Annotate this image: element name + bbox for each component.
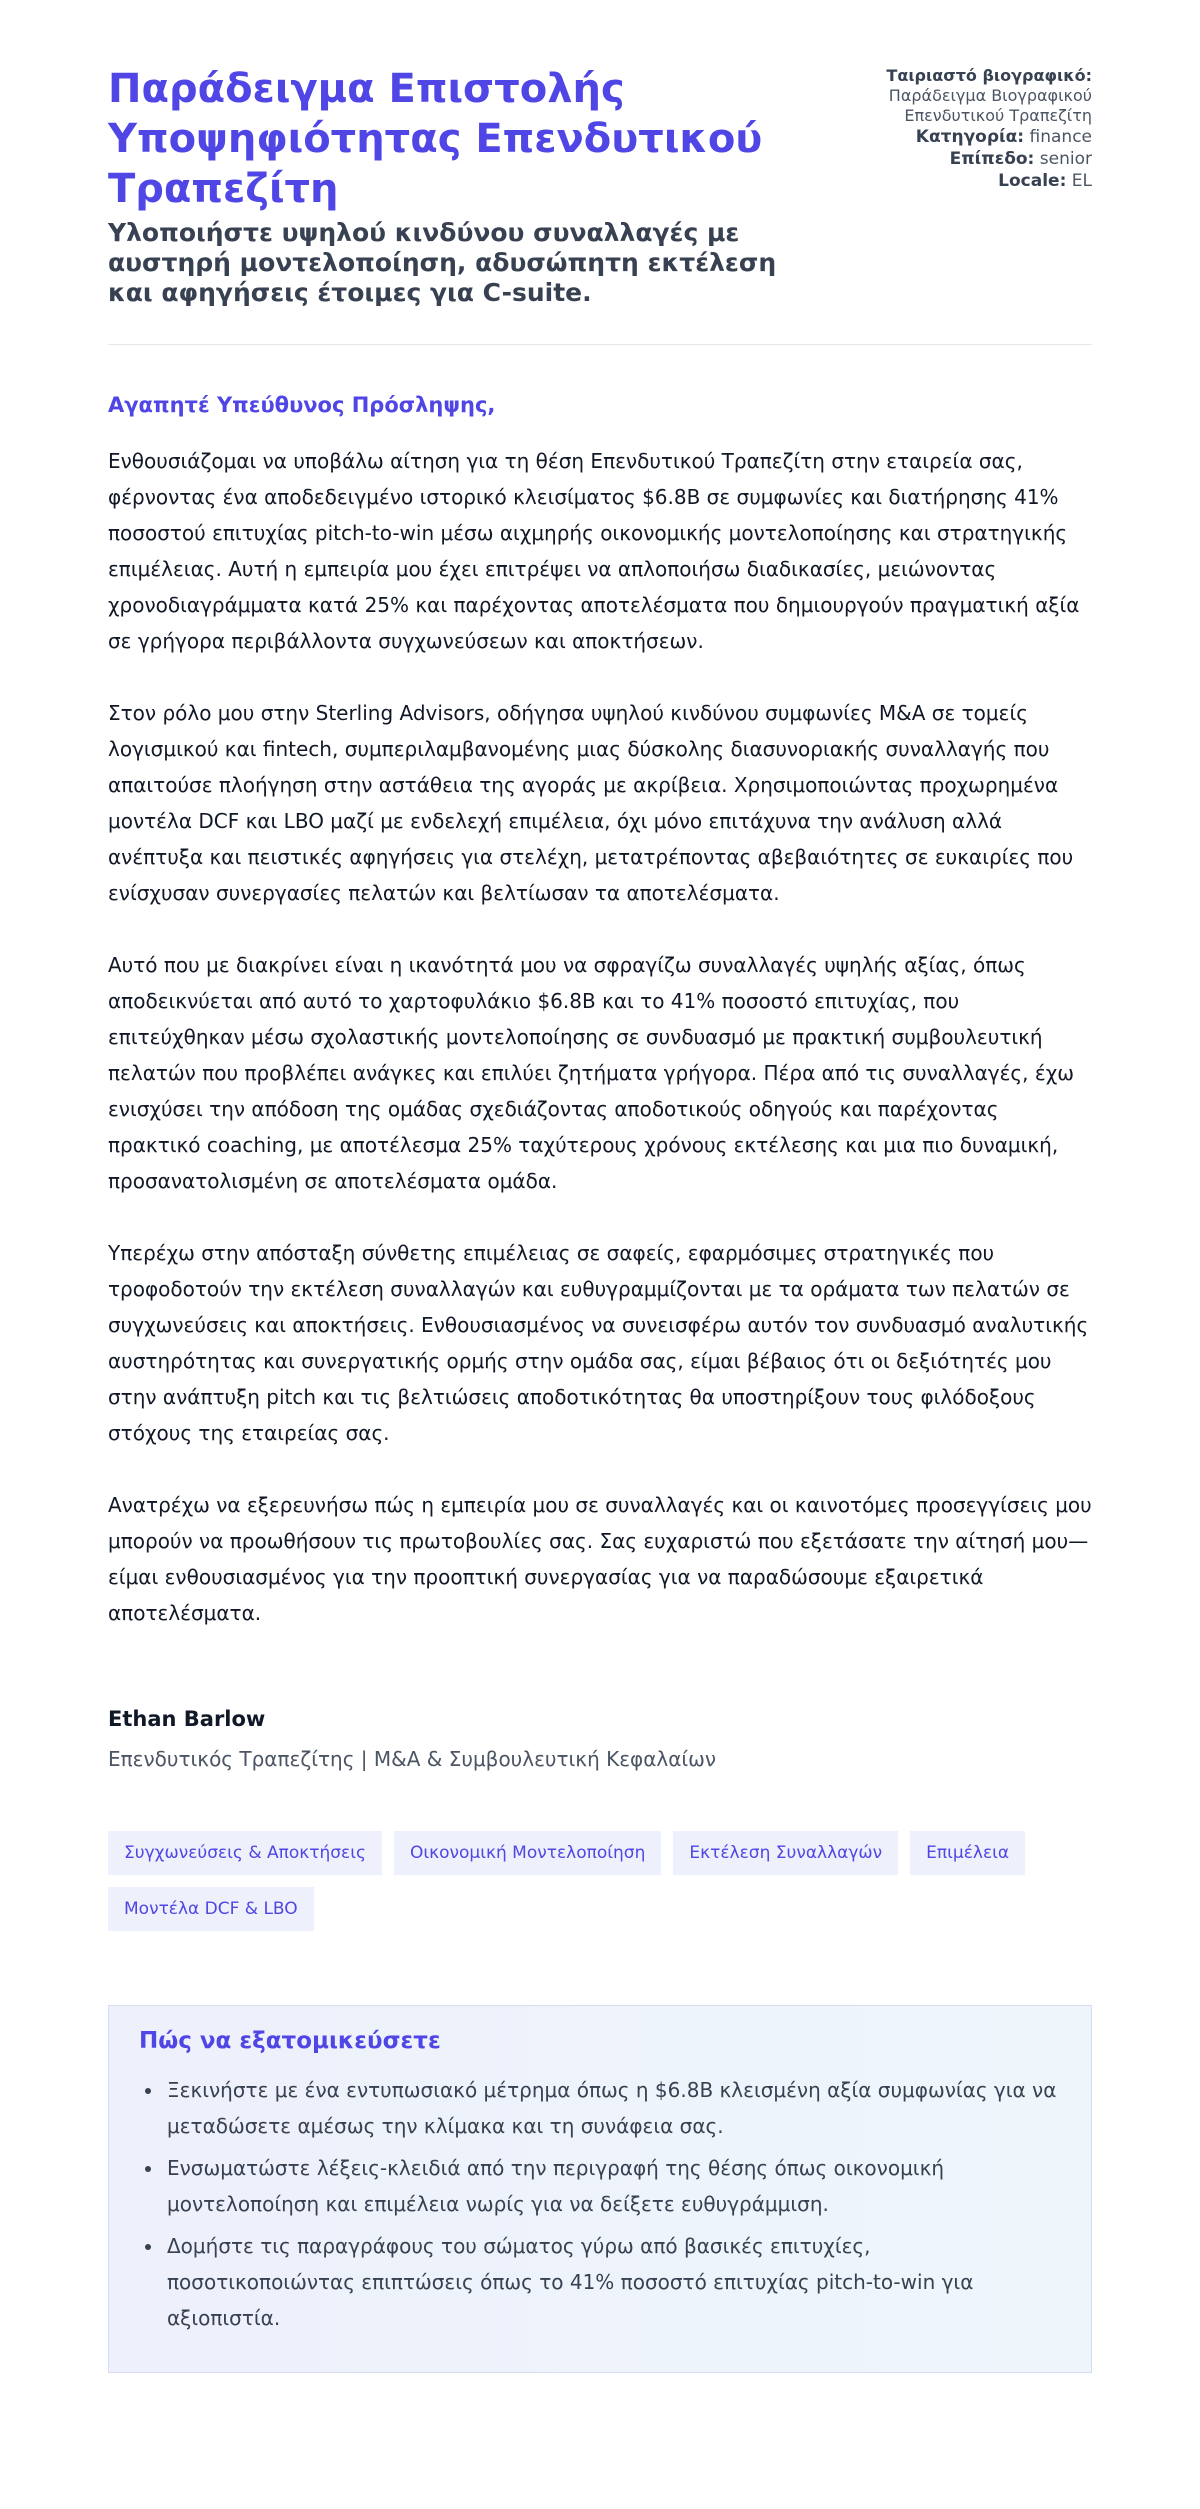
meta-category [803,126,1092,148]
tip-item: Ενσωματώστε λέξεις-κλειδιά από την περιγραφή της θέσης όπως οικονομική μοντελοποίηση και επιμέλεια νωρίς για να δείξετε ευθυγράμμιση. [139,2150,1061,2222]
meta-level-value: senior [1039,149,1092,169]
meta-locale-label: Locale: [998,171,1067,191]
letter-paragraph: Ανατρέχω να εξερευνήσω πώς η εμπειρία μου σε συναλλαγές και οι καινοτόμες προσεγγίσεις μου μπορούν να προωθήσουν τις πρωτοβουλίες σας. Σας ευχαριστώ που εξετάσατε την αίτησή μου—είμαι ενθουσιασμένος για την προοπτική συνεργασίας για να παραδώσουμε εξαιρετικά αποτελέσματα. [108,1493,1092,1625]
meta-category-label: Κατηγορία: [915,127,1025,147]
meta-resume-label: Ταιριαστό βιογραφικό: [886,66,1092,85]
skill-tag: Επιμέλεια [910,1831,1025,1875]
tip-item: Δομήστε τις παραγράφους του σώματος γύρω από βασικές επιτυχίες, ποσοτικοποιώντας επιπτώσεις όπως το 41% ποσοστό επιτυχίας pitch-to-win για αξιοπιστία. [139,2228,1061,2336]
meta-level [803,148,1092,170]
page-title: Παράδειγμα Επιστολής Υποψηφιότητας Επενδυτικού Τραπεζίτη [108,66,763,212]
skill-tags [108,1831,1068,1931]
tips-list [139,2072,1061,2336]
page-subtitle: Υλοποιήστε υψηλού κινδύνου συναλλαγές με αυστηρή μοντελοποίηση, αδυσώπητη εκτέλεση και αφηγήσεις έτοιμες για C-suite. [108,218,777,307]
letter-body [108,345,1092,2373]
skill-tag: Οικονομική Μοντελοποίηση [394,1831,661,1875]
signature-title: Επενδυτικός Τραπεζίτης | M&A & Συμβουλευτική Κεφαλαίων [108,1747,717,1771]
meta-locale-value: EL [1071,171,1092,191]
meta-category-value: finance [1029,127,1092,147]
meta-info [803,64,1092,192]
letter-paragraph: Στον ρόλο μου στην Sterling Advisors, οδήγησα υψηλού κινδύνου συμφωνίες M&A σε τομείς λογισμικού και fintech, συμπεριλαμβανομένης μιας δύσκολης διασυνοριακής συναλλαγής που απαιτούσε πλοήγηση στην αστάθεια της αγοράς με ακρίβεια. Χρησιμοποιώντας προχωρημένα μοντέλα DCF και LBO μαζί με ενδελεχή επιμέλεια, όχι μόνο επιτάχυνα την ανάλυση αλλά ανέπτυξα και πειστικές αφηγήσεις για στελέχη, μετατρέποντας αβεβαιότητες σε ευκαιρίες που ενίσχυσαν συνεργασίες πελατών και βελτίωσαν τα αποτελέσματα. [108,701,1074,905]
signature-name: Ethan Barlow [108,1707,266,1731]
letter-paragraph: Υπερέχω στην απόσταξη σύνθετης επιμέλειας σε σαφείς, εφαρμόσιμες στρατηγικές που τροφοδοτούν την εκτέλεση συναλλαγών και ευθυγραμμίζονται με τα οράματα των πελατών σε συγχωνεύσεις και αποκτήσεις. Ενθουσιασμένος να συνεισφέρω αυτόν τον συνδυασμό αναλυτικής αυστηρότητας και συνεργατικής ορμής στην ομάδα σας, είμαι βέβαιος ότι οι δεξιότητές μου στην ανάπτυξη pitch και τις βελτιώσεις αποδοτικότητας θα υποστηρίξουν τους φιλόδοξους στόχους της εταιρείας σας. [108,1241,1089,1445]
meta-resume [803,66,1092,86]
skill-tag: Συγχωνεύσεις & Αποκτήσεις [108,1831,382,1875]
skill-tag: Εκτέλεση Συναλλαγών [673,1831,898,1875]
tip-item: Ξεκινήστε με ένα εντυπωσιακό μέτρημα όπως η $6.8B κλεισμένη αξία συμφωνίας για να μεταδώσετε αμέσως την κλίμακα και τη συνάφεια σας. [139,2072,1061,2144]
header-titles [108,64,803,308]
page-header [108,64,1092,345]
letter-paragraph: Ενθουσιάζομαι να υποβάλω αίτηση για τη θέση Επενδυτικού Τραπεζίτη στην εταιρεία σας, φέρνοντας ένα αποδεδειγμένο ιστορικό κλεισίματος $6.8B σε συμφωνίες και διατήρησης 41% ποσοστού επιτυχίας pitch-to-win μέσω αιχμηρής οικονομικής μοντελοποίησης και στρατηγικής επιμέλειας. Αυτή η εμπειρία μου έχει επιτρέψει να απλοποιήσω διαδικασίες, μειώνοντας χρονοδιαγράμματα κατά 25% και παρέχοντας αποτελέσματα που δημιουργούν πραγματική αξία σε γρήγορα περιβάλλοντα συγχωνεύσεων και αποκτήσεων. [108,449,1080,653]
meta-resume-link[interactable]: Παράδειγμα Βιογραφικού Επενδυτικού Τραπεζίτη [888,86,1092,125]
customization-tips-box [108,2005,1092,2373]
meta-locale [803,170,1092,192]
letter-greeting: Αγαπητέ Υπεύθυνος Πρόσληψης, [108,393,496,417]
signature-block [108,1707,1092,1771]
meta-level-label: Επίπεδο: [949,149,1035,169]
letter-paragraph: Αυτό που με διακρίνει είναι η ικανότητά μου να σφραγίζω συναλλαγές υψηλής αξίας, όπως αποδεικνύεται από αυτό το χαρτοφυλάκιο $6.8B και το 41% ποσοστό επιτυχίας, που επιτεύχθηκαν μέσω σχολαστικής μοντελοποίησης σε συνδυασμό με πρακτική συμβουλευτική πελατών που προβλέπει ανάγκες και επιλύει ζητήματα γρήγορα. Πέρα από τις συναλλαγές, έχω ενισχύσει την απόδοση της ομάδας σχεδιάζοντας αποδοτικούς οδηγούς και παρέχοντας πρακτικό coaching, με αποτέλεσμα 25% ταχύτερους χρόνους εκτέλεσης και μια πιο δυναμική, προσανατολισμένη σε αποτελέσματα ομάδα. [108,953,1074,1193]
tips-title: Πώς να εξατομικεύσετε [139,2028,441,2054]
skill-tag: Μοντέλα DCF & LBO [108,1887,314,1931]
